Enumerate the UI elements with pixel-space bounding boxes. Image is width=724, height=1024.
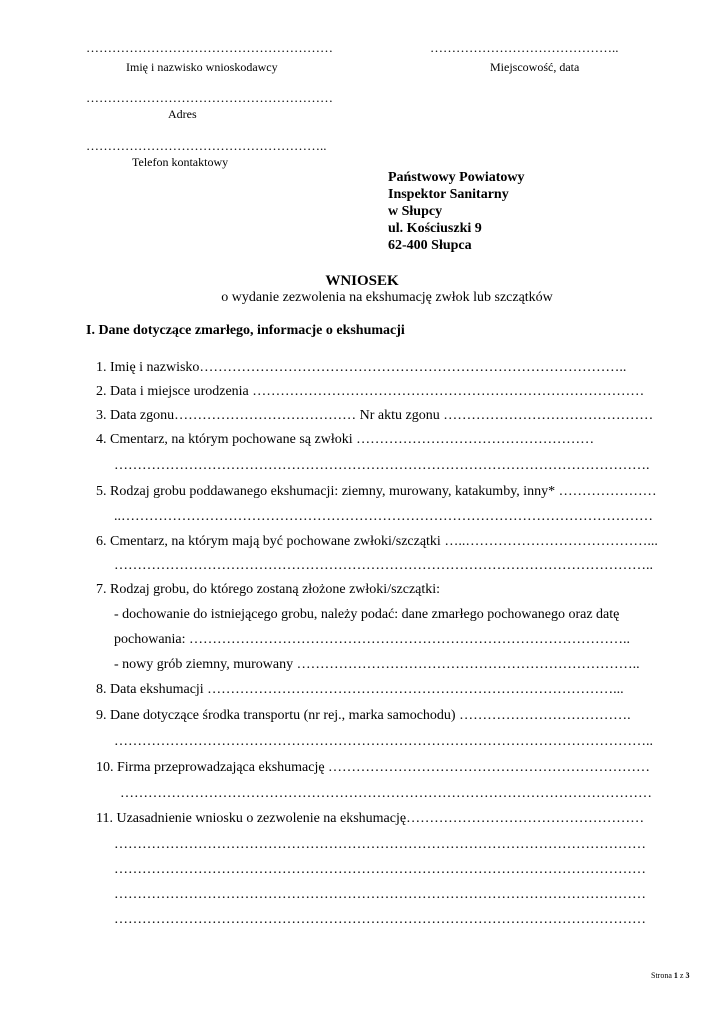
- item-6-continuation: ……………………………………………………………………………………………………..: [114, 558, 653, 573]
- document-subtitle: o wydanie zezwolenia na ekshumację zwłok lub szczątków: [221, 290, 553, 305]
- item-11-line-2: ……………………………………………………………………………………………………: [114, 862, 646, 877]
- applicant-name-line: …………………………………………………: [86, 40, 333, 55]
- item-7: 7. Rodzaj grobu, do którego zostaną złożone zwłoki/szczątki:: [96, 582, 441, 597]
- item-11-line-1: ……………………………………………………………………………………………………: [114, 837, 646, 852]
- item-1: 1. Imię i nazwisko………………………………………………………………………………..: [96, 360, 627, 375]
- recipient-line-2: Inspektor Sanitarny: [388, 187, 509, 202]
- address-caption: Adres: [168, 107, 197, 121]
- item-10: 10. Firma przeprowadzająca ekshumację ……………………………………………………………: [96, 760, 651, 775]
- document-title: WNIOSEK: [325, 273, 399, 289]
- recipient-line-3: w Słupcy: [388, 204, 443, 219]
- item-7-option-existing-date: pochowania: …………………………………………………………………………………..: [114, 632, 631, 647]
- page-label: Strona: [651, 971, 672, 980]
- item-7-option-new: - nowy grób ziemny, murowany ………………………………………………………………..: [114, 657, 640, 672]
- place-date-line: ……………………………………..: [430, 40, 619, 55]
- address-line: …………………………………………………: [86, 90, 333, 105]
- section-heading: I. Dane dotyczące zmarłego, informacje o ekshumacji: [86, 323, 405, 338]
- recipient-line-4: ul. Kościuszki 9: [388, 221, 482, 236]
- item-8: 8. Data ekshumacji ……………………………………………………………………………...: [96, 682, 624, 697]
- page-total: 3: [685, 971, 690, 980]
- item-11: 11. Uzasadnienie wniosku o zezwolenie na ekshumację……………………………………………: [96, 811, 645, 826]
- item-5: 5. Rodzaj grobu poddawanego ekshumacji: ziemny, murowany, katakumby, inny* …………………: [96, 484, 657, 499]
- item-6: 6. Cmentarz, na którym mają być pochowane zwłoki/szczątki …..…………………………………...: [96, 534, 658, 549]
- applicant-name-caption: Imię i nazwisko wnioskodawcy: [126, 60, 278, 74]
- recipient-line-5: 62-400 Słupca: [388, 238, 472, 253]
- item-2: 2. Data i miejsce urodzenia …………………………………………………………………………: [96, 384, 645, 399]
- page-of: z: [679, 971, 684, 980]
- item-5-continuation: ..……………………………………………………………………………………………………: [114, 509, 653, 524]
- phone-caption: Telefon kontaktowy: [132, 155, 229, 169]
- item-7-option-existing: - dochowanie do istniejącego grobu, należy podać: dane zmarłego pochowanego oraz datę: [114, 607, 620, 622]
- page-current: 1: [673, 971, 678, 980]
- item-11-line-4: ……………………………………………………………………………………………………: [114, 912, 646, 927]
- item-11-line-3: ……………………………………………………………………………………………………: [114, 887, 646, 902]
- item-4: 4. Cmentarz, na którym pochowane są zwłoki ……………………………………………: [96, 432, 595, 447]
- recipient-address: [388, 169, 525, 254]
- item-9: 9. Dane dotyczące środka transportu (nr rej., marka samochodu) ……………………………….: [96, 708, 631, 723]
- page-number: [651, 971, 689, 980]
- item-4-continuation: …………………………………………………………………………………………………….: [114, 458, 650, 473]
- item-10-continuation: ……………………………………………………………………………………………………: [120, 786, 652, 801]
- item-3: 3. Data zgonu………………………………… Nr aktu zgonu ………………………………………: [96, 408, 654, 423]
- place-date-caption: Miejscowość, data: [490, 60, 580, 74]
- phone-line: ………………………………………………..: [86, 138, 327, 153]
- recipient-line-1: Państwowy Powiatowy: [388, 170, 525, 185]
- item-9-continuation: ……………………………………………………………………………………………………..: [114, 734, 653, 749]
